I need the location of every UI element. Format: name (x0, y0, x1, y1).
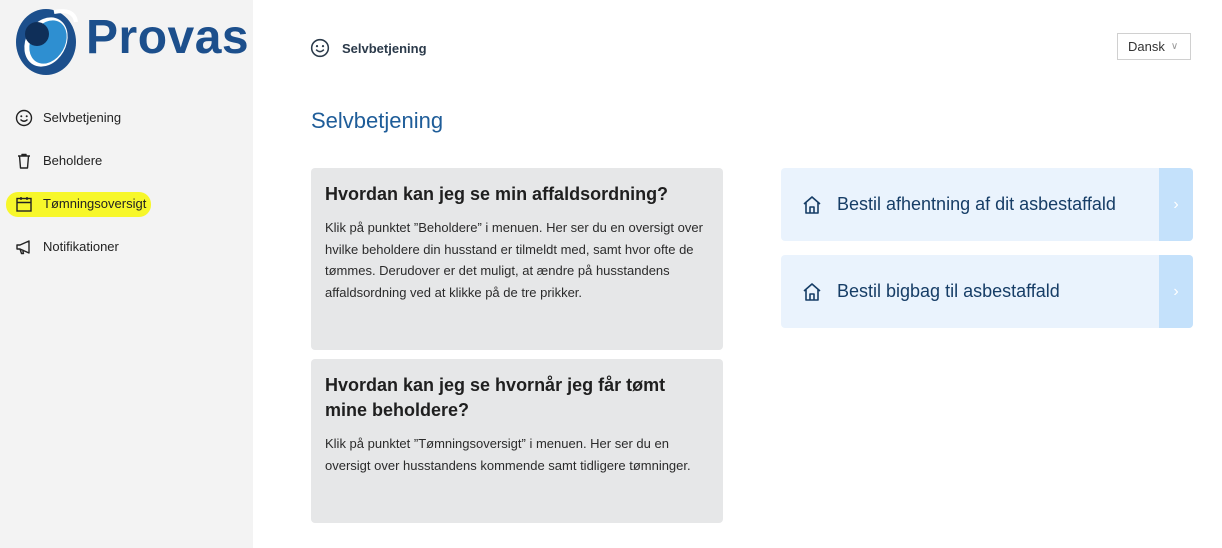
sidebar-item-selvbetjening[interactable] (0, 96, 253, 139)
faq-body: Klik på punktet ”Tømningsoversigt” i menuen. Her ser du en oversigt over husstandens kommende samt tidligere tømninger. (325, 436, 691, 473)
chevron-right-icon: › (1159, 168, 1193, 241)
faq-title: Hvordan kan jeg se hvornår jeg får tømt mine beholdere? (325, 375, 666, 420)
action-label: Bestil bigbag til asbestaffald (837, 281, 1060, 301)
faq-card-tomning (311, 359, 723, 523)
breadcrumb (310, 38, 427, 58)
breadcrumb-label[interactable]: Selvbetjening (342, 40, 427, 56)
brand-name: Provas (86, 11, 250, 64)
faq-body: Klik på punktet ”Beholdere” i menuen. Her ser du en oversigt over hvilke beholdere din husstand er tilmeldt med, samt hvor ofte de tømmes. Derudover er det muligt, at ændre på husstandens affaldsordning ved at klikke på de tre prikker. (325, 220, 703, 300)
chevron-right-icon: › (1159, 255, 1193, 328)
chevron-down-icon: ∨ (1170, 41, 1179, 52)
page-title: Selvbetjening (311, 108, 444, 133)
smile-icon (14, 108, 34, 128)
provas-logo-icon (14, 4, 80, 76)
sidebar-item-label: Notifikationer (43, 239, 119, 254)
sidebar-item-label: Tømningsoversigt (43, 196, 147, 211)
home-icon (801, 281, 823, 303)
sidebar-item-tomningsoversigt[interactable] (0, 182, 253, 225)
order-asbestos-pickup-button[interactable] (781, 168, 1193, 241)
language-value: Dansk (1128, 39, 1165, 54)
sidebar-item-beholdere[interactable] (0, 139, 253, 182)
language-select[interactable] (1117, 33, 1191, 60)
megaphone-icon (14, 237, 34, 257)
action-label: Bestil afhentning af dit asbestaffald (837, 194, 1116, 214)
sidebar (0, 0, 253, 548)
faq-title: Hvordan kan jeg se min affaldsordning? (325, 184, 669, 204)
trash-icon (14, 151, 34, 171)
sidebar-item-notifikationer[interactable] (0, 225, 253, 268)
sidebar-item-label: Beholdere (43, 153, 103, 168)
provas-logo[interactable] (14, 4, 250, 76)
faq-card-affaldsordning (311, 168, 723, 350)
smile-icon (310, 38, 330, 58)
sidebar-nav (0, 96, 253, 268)
calendar-icon (14, 194, 34, 214)
home-icon (801, 194, 823, 216)
sidebar-item-label: Selvbetjening (43, 110, 122, 125)
order-bigbag-button[interactable] (781, 255, 1193, 328)
